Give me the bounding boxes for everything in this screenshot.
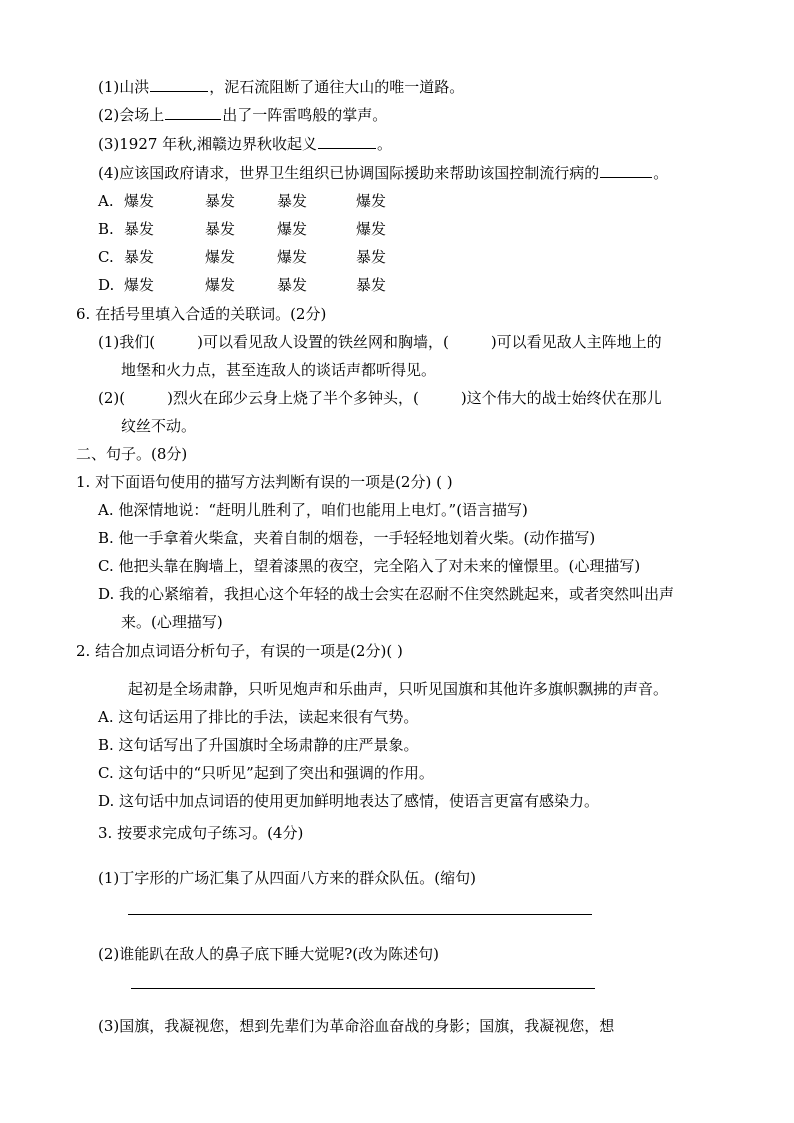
section-heading: 二、句子。(8分)	[76, 445, 188, 463]
s2-q2-option-b[interactable]: B. 这句话写出了升国旗时全场肃静的庄严景象。	[98, 736, 419, 754]
option-c[interactable]: C. 暴发 爆发 爆发 暴发	[98, 248, 387, 266]
option-b[interactable]: B. 暴发 暴发 爆发 爆发	[98, 220, 387, 238]
s2-q1-option-b[interactable]: B. 他一手拿着火柴盒，夹着自制的烟卷，一手轻轻地划着火柴。(动作描写)	[98, 529, 596, 547]
s2-q1-title: 1. 对下面语句使用的描写方法判断有误的一项是(2分) ( )	[76, 473, 453, 491]
fill-blank[interactable]	[165, 105, 221, 120]
s2-q3-title: 3. 按要求完成句子练习。(4分)	[98, 824, 304, 842]
s2-q2-quote: 起初是全场肃静，只听见炮声和乐曲声，只听见国旗和其他许多旗帜飘拂的声音。	[128, 680, 669, 698]
q5-sentence-4: (4)应该国政府请求，世界卫生组织已协调国际援助来帮助该国控制流行病的 。	[98, 164, 669, 182]
answer-line[interactable]	[128, 914, 592, 915]
s2-q2-option-c[interactable]: C. 这句话中的“只听见”起到了突出和强调的作用。	[98, 764, 434, 782]
q6-sentence-2-cont: 纹丝不动。	[121, 417, 197, 435]
option-d[interactable]: D. 爆发 爆发 暴发 暴发	[98, 276, 387, 294]
s2-q3-part-1: (1)丁字形的广场汇集了从四面八方来的群众队伍。(缩句)	[98, 869, 476, 887]
s2-q3-part-3: (3)国旗，我凝视您，想到先辈们为革命浴血奋战的身影；国旗，我凝视您，想	[98, 1017, 615, 1035]
s2-q1-option-c[interactable]: C. 他把头靠在胸墙上，望着漆黑的夜空，完全陷入了对未来的憧憬里。(心理描写)	[98, 557, 641, 575]
answer-line[interactable]	[131, 988, 595, 989]
q6-sentence-2: (2)( )烈火在邱少云身上烧了半个多钟头，( )这个伟大的战士始终伏在那儿	[98, 389, 662, 407]
fill-blank[interactable]	[318, 134, 376, 149]
s2-q2-option-d[interactable]: D. 这句话中加点词语的使用更加鲜明地表达了感情，使语言更富有感染力。	[98, 792, 600, 810]
q6-sentence-1: (1)我们( )可以看见敌人设置的铁丝网和胸墙，( )可以看见敌人主阵地上的	[98, 333, 662, 351]
q5-sentence-1: (1)山洪 ，泥石流阻断了通往大山的唯一道路。	[98, 78, 465, 96]
s2-q1-option-d-cont: 来。(心理描写)	[121, 613, 223, 631]
s2-q1-option-d[interactable]: D. 我的心紧缩着，我担心这个年轻的战士会实在忍耐不住突然跳起来，或者突然叫出声	[98, 585, 675, 603]
q5-sentence-3: (3)1927 年秋,湘赣边界秋收起义 。	[98, 135, 392, 153]
q6-title: 6. 在括号里填入合适的关联词。(2分)	[76, 305, 327, 323]
s2-q3-part-2: (2)谁能趴在敌人的鼻子底下睡大觉呢?(改为陈述句)	[98, 945, 439, 963]
s2-q2-title: 2. 结合加点词语分析句子，有误的一项是(2分)( )	[76, 642, 403, 660]
fill-blank[interactable]	[600, 163, 652, 178]
s2-q1-option-a[interactable]: A. 他深情地说：“赶明儿胜利了，咱们也能用上电灯。”(语言描写)	[98, 501, 528, 519]
option-a[interactable]: A. 爆发 暴发 暴发 爆发	[98, 192, 387, 210]
q5-sentence-2: (2)会场上 出了一阵雷鸣般的掌声。	[98, 106, 388, 124]
s2-q2-option-a[interactable]: A. 这句话运用了排比的手法，读起来很有气势。	[98, 708, 419, 726]
fill-blank[interactable]	[150, 77, 208, 92]
q6-sentence-1-cont: 地堡和火力点，甚至连敌人的谈话声都听得见。	[121, 361, 437, 379]
